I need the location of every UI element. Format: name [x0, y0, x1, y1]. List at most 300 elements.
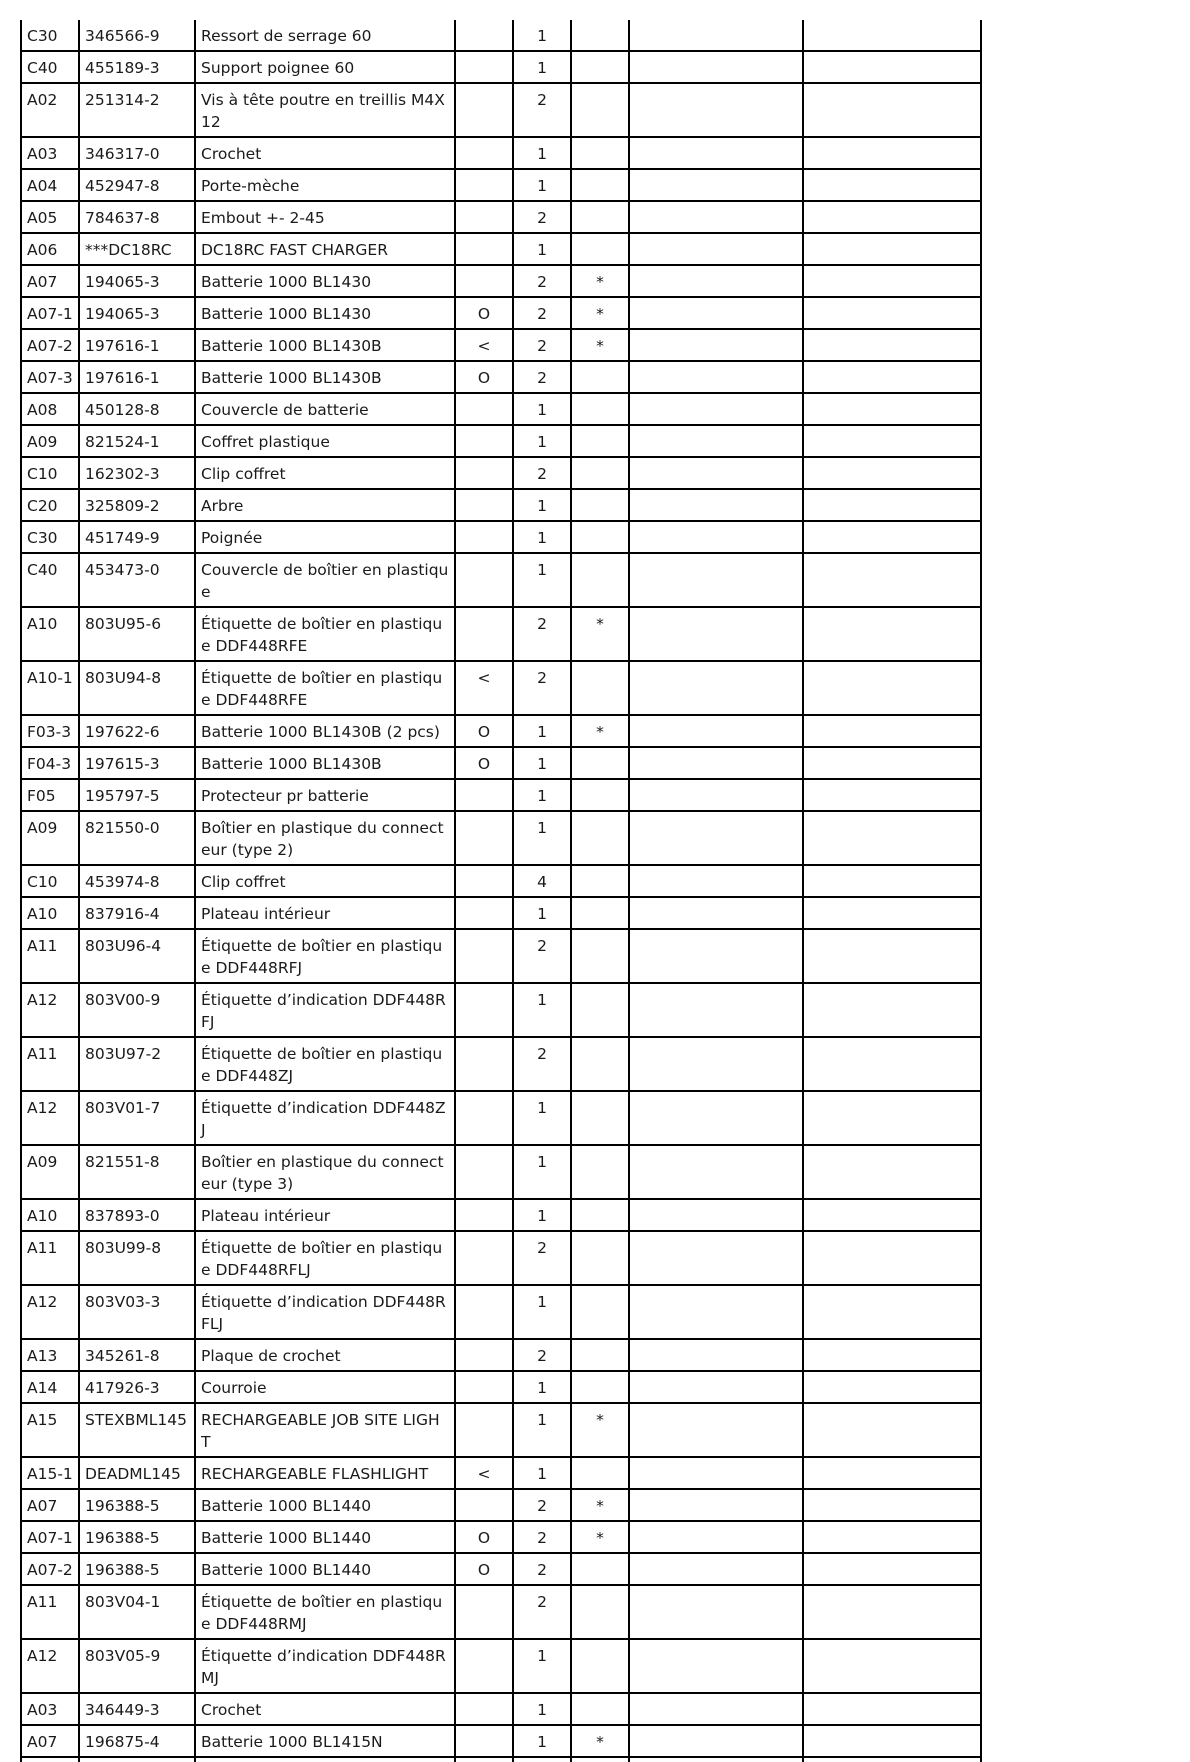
blank-cell — [629, 715, 803, 747]
blank-cell — [629, 51, 803, 83]
blank-cell — [803, 265, 981, 297]
description-cell: Batterie 1000 BL1430B (2 pcs) — [195, 715, 455, 747]
description-cell: Support poignee 60 — [195, 51, 455, 83]
description-cell: Étiquette de boîtier en plastique DDF448RFE — [195, 607, 455, 661]
description-cell: Batterie 1000 BL1440 — [195, 1521, 455, 1553]
item-number-cell: A07-2 — [21, 1553, 79, 1585]
description-cell: Poignée — [195, 521, 455, 553]
mark-cell — [455, 553, 513, 607]
description-cell: RECHARGEABLE JOB SITE LIGHT — [195, 1403, 455, 1457]
item-number-cell: A12 — [21, 983, 79, 1037]
part-number-cell: 453974-8 — [79, 865, 195, 897]
note-cell — [571, 811, 629, 865]
note-cell — [571, 425, 629, 457]
blank-cell — [629, 297, 803, 329]
quantity-cell: 2 — [513, 1489, 571, 1521]
blank-cell — [629, 1585, 803, 1639]
part-number-cell: 196388-5 — [79, 1553, 195, 1585]
quantity-cell: 1 — [513, 137, 571, 169]
note-cell: * — [571, 715, 629, 747]
mark-cell — [455, 1403, 513, 1457]
blank-cell — [629, 265, 803, 297]
table-row — [21, 201, 981, 233]
blank-cell — [629, 1489, 803, 1521]
blank-cell — [803, 1339, 981, 1371]
item-number-cell: A03 — [21, 137, 79, 169]
part-number-cell: 346317-0 — [79, 137, 195, 169]
item-number-cell: A12 — [21, 1091, 79, 1145]
note-cell — [571, 747, 629, 779]
blank-cell — [803, 1585, 981, 1639]
item-number-cell: A07-1 — [21, 297, 79, 329]
blank-cell — [629, 489, 803, 521]
quantity-cell: 1 — [513, 20, 571, 51]
blank-cell — [803, 425, 981, 457]
mark-cell — [455, 1199, 513, 1231]
table-row — [21, 1037, 981, 1091]
item-number-cell: A02 — [21, 83, 79, 137]
item-number-cell: A12 — [21, 1639, 79, 1693]
description-cell: Couvercle de boîtier en plastique — [195, 553, 455, 607]
note-cell — [571, 1371, 629, 1403]
part-number-cell: 803V05-9 — [79, 1639, 195, 1693]
part-number-cell: 194065-3 — [79, 297, 195, 329]
quantity-cell: 2 — [513, 201, 571, 233]
mark-cell: O — [455, 747, 513, 779]
note-cell — [571, 661, 629, 715]
blank-cell — [629, 1285, 803, 1339]
blank-cell — [629, 1145, 803, 1199]
item-number-cell: A11 — [21, 929, 79, 983]
item-number-cell: A07 — [21, 1725, 79, 1757]
blank-cell — [803, 83, 981, 137]
blank-cell — [803, 1725, 981, 1757]
part-number-cell: 196875-4 — [79, 1725, 195, 1757]
part-number-cell: 450128-8 — [79, 393, 195, 425]
item-number-cell: A15 — [21, 1403, 79, 1457]
blank-cell — [803, 20, 981, 51]
note-cell — [571, 20, 629, 51]
blank-cell — [803, 297, 981, 329]
item-number-cell: A07-1 — [21, 1521, 79, 1553]
table-row — [21, 393, 981, 425]
description-cell: Batterie 1000 BL1440 — [195, 1553, 455, 1585]
mark-cell — [455, 169, 513, 201]
note-cell — [571, 169, 629, 201]
blank-cell — [803, 1037, 981, 1091]
quantity-cell: 1 — [513, 1145, 571, 1199]
table-row — [21, 1693, 981, 1725]
blank-cell — [803, 1489, 981, 1521]
table-row — [21, 233, 981, 265]
blank-cell — [629, 897, 803, 929]
parts-list-page — [20, 20, 980, 1762]
part-number-cell: 197616-1 — [79, 329, 195, 361]
blank-cell — [629, 983, 803, 1037]
table-row — [21, 1285, 981, 1339]
item-number-cell: A14 — [21, 1371, 79, 1403]
mark-cell — [455, 929, 513, 983]
quantity-cell: 1 — [513, 1371, 571, 1403]
quantity-cell: 1 — [513, 425, 571, 457]
description-cell: Étiquette d’indication DDF448ZJ — [195, 1091, 455, 1145]
item-number-cell: A15-1 — [21, 1457, 79, 1489]
blank-cell — [803, 715, 981, 747]
description-cell: Plateau intérieur — [195, 897, 455, 929]
blank-cell — [803, 1403, 981, 1457]
description-cell: Batterie 1000 BL1430 — [195, 265, 455, 297]
part-number-cell: 452947-8 — [79, 169, 195, 201]
mark-cell — [455, 1725, 513, 1757]
quantity-cell: 1 — [513, 1725, 571, 1757]
description-cell: DC18RC FAST CHARGER — [195, 233, 455, 265]
quantity-cell: 4 — [513, 865, 571, 897]
part-number-cell: 251314-2 — [79, 83, 195, 137]
quantity-cell: 2 — [513, 1585, 571, 1639]
blank-cell — [803, 1757, 981, 1762]
part-number-cell: 197615-3 — [79, 747, 195, 779]
item-number-cell: A07-2 — [21, 329, 79, 361]
blank-cell — [803, 1371, 981, 1403]
blank-cell — [629, 1091, 803, 1145]
blank-cell — [803, 521, 981, 553]
description-cell: RECHARGEABLE FLASHLIGHT — [195, 1457, 455, 1489]
part-number-cell: STEXBML145 — [79, 1403, 195, 1457]
description-cell: Couvercle de batterie — [195, 393, 455, 425]
note-cell — [571, 489, 629, 521]
quantity-cell: 2 — [513, 329, 571, 361]
part-number-cell: 803V00-9 — [79, 983, 195, 1037]
item-number-cell: A13 — [21, 1339, 79, 1371]
blank-cell — [803, 393, 981, 425]
description-cell: Porte-mèche — [195, 169, 455, 201]
blank-cell — [629, 779, 803, 811]
part-number-cell: 194065-3 — [79, 265, 195, 297]
blank-cell — [629, 521, 803, 553]
part-number-cell: 803V01-7 — [79, 1091, 195, 1145]
mark-cell — [455, 233, 513, 265]
quantity-cell: 1 — [513, 1403, 571, 1457]
blank-cell — [629, 169, 803, 201]
quantity-cell: 1 — [513, 897, 571, 929]
part-number-cell: 803U96-4 — [79, 929, 195, 983]
description-cell: Étiquette de boîtier en plastique DDF448ZJ — [195, 1037, 455, 1091]
table-row — [21, 329, 981, 361]
mark-cell: < — [455, 329, 513, 361]
note-cell — [571, 779, 629, 811]
description-cell: Étiquette de boîtier en plastique DDF448RMJ — [195, 1585, 455, 1639]
table-row — [21, 1457, 981, 1489]
item-number-cell: F05 — [21, 779, 79, 811]
part-number-cell: 197622-6 — [79, 715, 195, 747]
note-cell — [571, 137, 629, 169]
blank-cell — [803, 897, 981, 929]
table-row — [21, 1371, 981, 1403]
mark-cell — [455, 607, 513, 661]
table-row — [21, 51, 981, 83]
table-row — [21, 489, 981, 521]
note-cell — [571, 897, 629, 929]
table-row — [21, 865, 981, 897]
quantity-cell: 1 — [513, 553, 571, 607]
blank-cell — [803, 137, 981, 169]
description-cell: Batterie 1000 BL1430B — [195, 747, 455, 779]
part-number-cell: 803U95-6 — [79, 607, 195, 661]
table-row — [21, 1091, 981, 1145]
table-row — [21, 1553, 981, 1585]
description-cell: Boîtier en plastique du connecteur (type 2) — [195, 811, 455, 865]
mark-cell — [455, 1489, 513, 1521]
blank-cell — [629, 1639, 803, 1693]
blank-cell — [803, 1693, 981, 1725]
note-cell: * — [571, 607, 629, 661]
mark-cell: O — [455, 1553, 513, 1585]
table-row — [21, 1585, 981, 1639]
blank-cell — [803, 489, 981, 521]
note-cell — [571, 201, 629, 233]
mark-cell — [455, 521, 513, 553]
part-number-cell: DEADML145 — [79, 1457, 195, 1489]
mark-cell — [455, 83, 513, 137]
blank-cell — [803, 865, 981, 897]
quantity-cell: 1 — [513, 233, 571, 265]
mark-cell — [455, 1285, 513, 1339]
blank-cell — [629, 201, 803, 233]
table-row — [21, 553, 981, 607]
description-cell: Crochet — [195, 137, 455, 169]
part-number-cell: 803U97-2 — [79, 1037, 195, 1091]
blank-cell — [629, 83, 803, 137]
mark-cell — [455, 1145, 513, 1199]
part-number-cell: 784637-8 — [79, 201, 195, 233]
mark-cell: O — [455, 1521, 513, 1553]
note-cell — [571, 457, 629, 489]
mark-cell — [455, 489, 513, 521]
part-number-cell: 451749-9 — [79, 521, 195, 553]
item-number-cell: A03 — [21, 1693, 79, 1725]
note-cell — [571, 361, 629, 393]
item-number-cell: C10 — [21, 457, 79, 489]
quantity-cell: 1 — [513, 1639, 571, 1693]
description-cell: Vis à tête poutre en treillis M4X12 — [195, 83, 455, 137]
description-cell: Plaque de crochet — [195, 1339, 455, 1371]
blank-cell — [513, 1757, 571, 1762]
description-cell: Étiquette de boîtier en plastique DDF448RFE — [195, 661, 455, 715]
note-cell — [571, 1457, 629, 1489]
mark-cell: < — [455, 661, 513, 715]
mark-cell — [455, 201, 513, 233]
note-cell — [571, 233, 629, 265]
blank-cell — [455, 1757, 513, 1762]
item-number-cell: A05 — [21, 201, 79, 233]
quantity-cell: 1 — [513, 489, 571, 521]
quantity-cell: 2 — [513, 265, 571, 297]
blank-cell — [629, 20, 803, 51]
description-cell: Arbre — [195, 489, 455, 521]
part-number-cell: 196388-5 — [79, 1489, 195, 1521]
blank-cell — [629, 361, 803, 393]
mark-cell: O — [455, 715, 513, 747]
note-cell — [571, 929, 629, 983]
item-number-cell: A11 — [21, 1585, 79, 1639]
table-row — [21, 1521, 981, 1553]
item-number-cell: A06 — [21, 233, 79, 265]
mark-cell: < — [455, 1457, 513, 1489]
blank-cell — [803, 329, 981, 361]
note-cell — [571, 983, 629, 1037]
quantity-cell: 2 — [513, 929, 571, 983]
blank-cell — [79, 1757, 195, 1762]
item-number-cell: A07 — [21, 265, 79, 297]
note-cell — [571, 1037, 629, 1091]
item-number-cell: C30 — [21, 20, 79, 51]
mark-cell — [455, 811, 513, 865]
blank-cell — [629, 1199, 803, 1231]
part-number-cell: 345261-8 — [79, 1339, 195, 1371]
blank-cell — [803, 1145, 981, 1199]
quantity-cell: 1 — [513, 1199, 571, 1231]
part-number-cell: 346566-9 — [79, 20, 195, 51]
part-number-cell: 803U99-8 — [79, 1231, 195, 1285]
table-row — [21, 983, 981, 1037]
blank-cell — [629, 1693, 803, 1725]
description-cell: Coffret plastique — [195, 425, 455, 457]
table-row — [21, 1145, 981, 1199]
note-cell — [571, 1145, 629, 1199]
note-cell — [571, 1091, 629, 1145]
table-row — [21, 425, 981, 457]
blank-cell — [629, 1403, 803, 1457]
mark-cell — [455, 20, 513, 51]
description-cell: Batterie 1000 BL1430B — [195, 329, 455, 361]
part-number-cell: 453473-0 — [79, 553, 195, 607]
item-number-cell: F04-3 — [21, 747, 79, 779]
quantity-cell: 2 — [513, 1553, 571, 1585]
part-number-cell: 455189-3 — [79, 51, 195, 83]
blank-cell — [803, 929, 981, 983]
quantity-cell: 1 — [513, 1457, 571, 1489]
description-cell: Ressort de serrage 60 — [195, 20, 455, 51]
part-number-cell: ***DC18RC — [79, 233, 195, 265]
blank-cell — [629, 1725, 803, 1757]
item-number-cell: A07-3 — [21, 361, 79, 393]
parts-table-body — [21, 20, 981, 1762]
item-number-cell: A08 — [21, 393, 79, 425]
quantity-cell: 1 — [513, 393, 571, 425]
table-row-continuation — [21, 1757, 981, 1762]
table-row — [21, 83, 981, 137]
table-row — [21, 265, 981, 297]
table-row — [21, 20, 981, 51]
table-row — [21, 457, 981, 489]
note-cell — [571, 1553, 629, 1585]
quantity-cell: 2 — [513, 297, 571, 329]
blank-cell — [803, 51, 981, 83]
description-cell: Batterie 1000 BL1440 — [195, 1489, 455, 1521]
note-cell — [571, 1339, 629, 1371]
description-cell: Étiquette d’indication DDF448RFJ — [195, 983, 455, 1037]
mark-cell — [455, 1371, 513, 1403]
quantity-cell: 2 — [513, 1339, 571, 1371]
table-row — [21, 297, 981, 329]
quantity-cell: 1 — [513, 715, 571, 747]
item-number-cell: C10 — [21, 865, 79, 897]
blank-cell — [803, 983, 981, 1037]
item-number-cell: A11 — [21, 1231, 79, 1285]
description-cell: Batterie 1000 BL1430 — [195, 297, 455, 329]
item-number-cell: C40 — [21, 553, 79, 607]
mark-cell — [455, 779, 513, 811]
description-cell: Étiquette d’indication DDF448RFLJ — [195, 1285, 455, 1339]
note-cell: * — [571, 1521, 629, 1553]
quantity-cell: 1 — [513, 521, 571, 553]
item-number-cell: A04 — [21, 169, 79, 201]
blank-cell — [803, 747, 981, 779]
blank-cell — [629, 1457, 803, 1489]
item-number-cell: A12 — [21, 1285, 79, 1339]
part-number-cell: 821551-8 — [79, 1145, 195, 1199]
note-cell: * — [571, 297, 629, 329]
description-cell: Plateau intérieur — [195, 1199, 455, 1231]
blank-cell — [629, 929, 803, 983]
item-number-cell: A07 — [21, 1489, 79, 1521]
blank-cell — [629, 393, 803, 425]
blank-cell — [803, 169, 981, 201]
blank-cell — [803, 779, 981, 811]
blank-cell — [803, 1091, 981, 1145]
table-row — [21, 747, 981, 779]
mark-cell — [455, 897, 513, 929]
note-cell — [571, 83, 629, 137]
blank-cell — [803, 553, 981, 607]
description-cell: Boîtier en plastique du connecteur (type 3) — [195, 1145, 455, 1199]
note-cell: * — [571, 1489, 629, 1521]
table-row — [21, 137, 981, 169]
table-row — [21, 811, 981, 865]
blank-cell — [629, 137, 803, 169]
quantity-cell: 1 — [513, 1091, 571, 1145]
table-row — [21, 779, 981, 811]
table-row — [21, 897, 981, 929]
description-cell: Batterie 1000 BL1430B — [195, 361, 455, 393]
quantity-cell: 1 — [513, 1285, 571, 1339]
note-cell — [571, 865, 629, 897]
blank-cell — [629, 1339, 803, 1371]
quantity-cell: 1 — [513, 779, 571, 811]
part-number-cell: 417926-3 — [79, 1371, 195, 1403]
mark-cell — [455, 425, 513, 457]
part-number-cell: 197616-1 — [79, 361, 195, 393]
quantity-cell: 2 — [513, 1521, 571, 1553]
mark-cell — [455, 1231, 513, 1285]
blank-cell — [803, 607, 981, 661]
mark-cell — [455, 1585, 513, 1639]
blank-cell — [803, 1521, 981, 1553]
mark-cell — [455, 393, 513, 425]
blank-cell — [629, 661, 803, 715]
part-number-cell: 346449-3 — [79, 1693, 195, 1725]
note-cell: * — [571, 329, 629, 361]
table-row — [21, 1403, 981, 1457]
quantity-cell: 1 — [513, 811, 571, 865]
blank-cell — [629, 1553, 803, 1585]
mark-cell — [455, 983, 513, 1037]
item-number-cell: C40 — [21, 51, 79, 83]
item-number-cell: A09 — [21, 425, 79, 457]
description-cell: Clip coffret — [195, 865, 455, 897]
item-number-cell: A10 — [21, 1199, 79, 1231]
mark-cell — [455, 1693, 513, 1725]
